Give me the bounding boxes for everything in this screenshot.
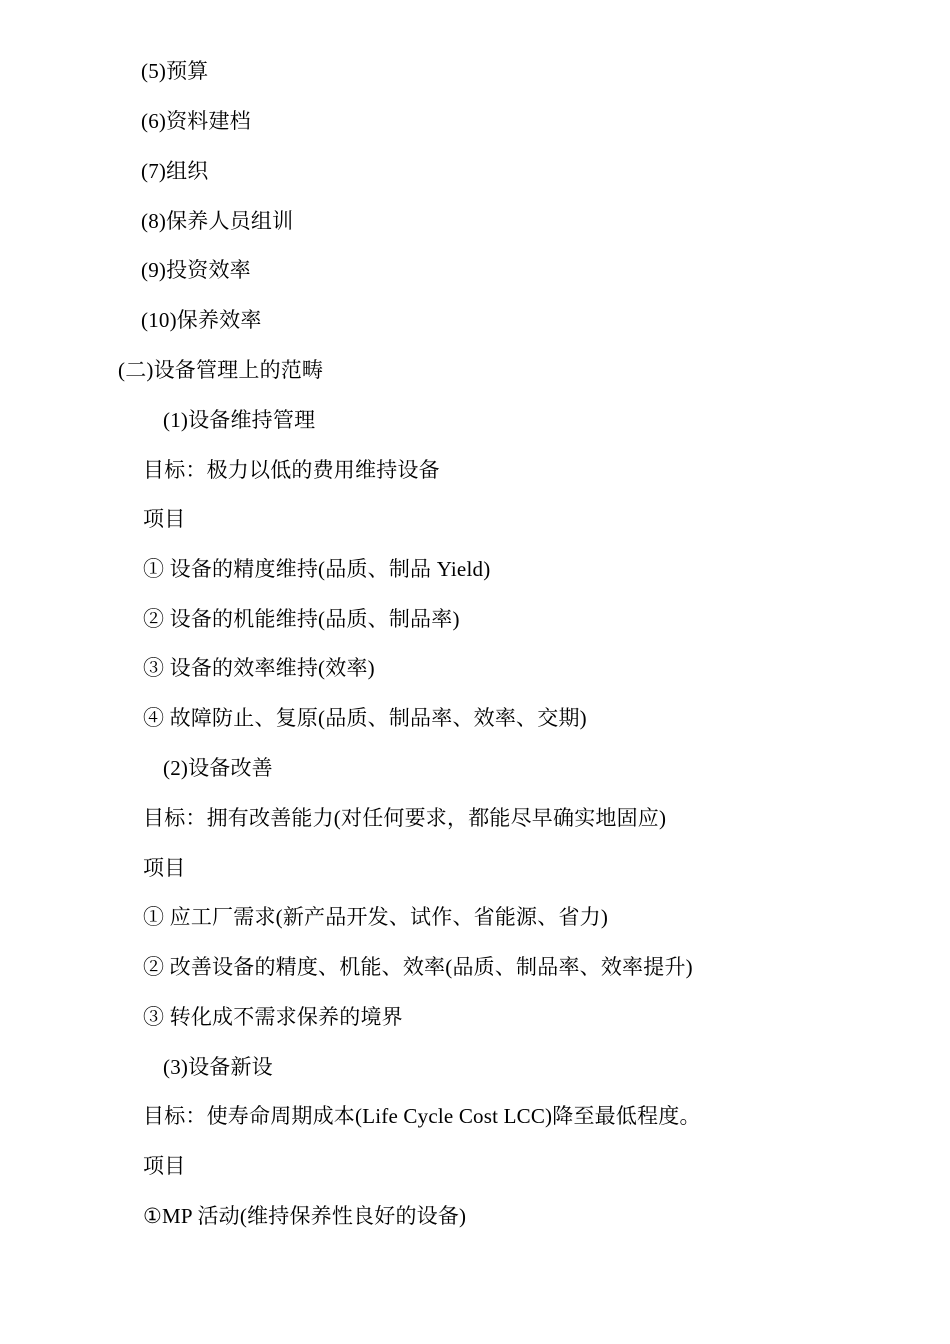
- list-item: ③ 转化成不需求保养的境界: [143, 1005, 403, 1029]
- list-item-maintenance-efficiency: (10)保养效率: [141, 308, 262, 332]
- list-item-organization: (7)组织: [141, 159, 209, 183]
- list-item: ④ 故障防止、复原(品质、制品率、效率、交期): [143, 706, 587, 730]
- goal-text-3: 目标：使寿命周期成本(Life Cycle Cost LCC)降至最低程度。: [143, 1104, 701, 1128]
- list-item-investment-efficiency: (9)投资效率: [141, 258, 251, 282]
- subsection-heading-1: (1)设备维持管理: [163, 408, 316, 432]
- items-label-3: 项目: [143, 1154, 186, 1178]
- subsection-heading-3: (3)设备新设: [163, 1055, 273, 1079]
- goal-text-1: 目标：极力以低的费用维持设备: [143, 458, 440, 482]
- list-item-budget: (5)预算: [141, 59, 209, 83]
- list-item: ①MP 活动(维持保养性良好的设备): [143, 1204, 467, 1228]
- list-item-records: (6)资料建档: [141, 109, 251, 133]
- list-item: ② 设备的机能维持(品质、制品率): [143, 607, 460, 631]
- items-label-1: 项目: [143, 507, 186, 531]
- section-heading: (二)设备管理上的范畴: [118, 358, 324, 382]
- list-item: ③ 设备的效率维持(效率): [143, 656, 375, 680]
- list-item: ② 改善设备的精度、机能、效率(品质、制品率、效率提升): [143, 955, 693, 979]
- items-label-2: 项目: [143, 856, 186, 880]
- list-item: ① 应工厂需求(新产品开发、试作、省能源、省力): [143, 905, 609, 929]
- list-item-staff-training: (8)保养人员组训: [141, 209, 294, 233]
- goal-text-2: 目标：拥有改善能力(对任何要求，都能尽早确实地固应): [143, 806, 667, 830]
- subsection-heading-2: (2)设备改善: [163, 756, 273, 780]
- list-item: ① 设备的精度维持(品质、制品 Yield): [143, 557, 491, 581]
